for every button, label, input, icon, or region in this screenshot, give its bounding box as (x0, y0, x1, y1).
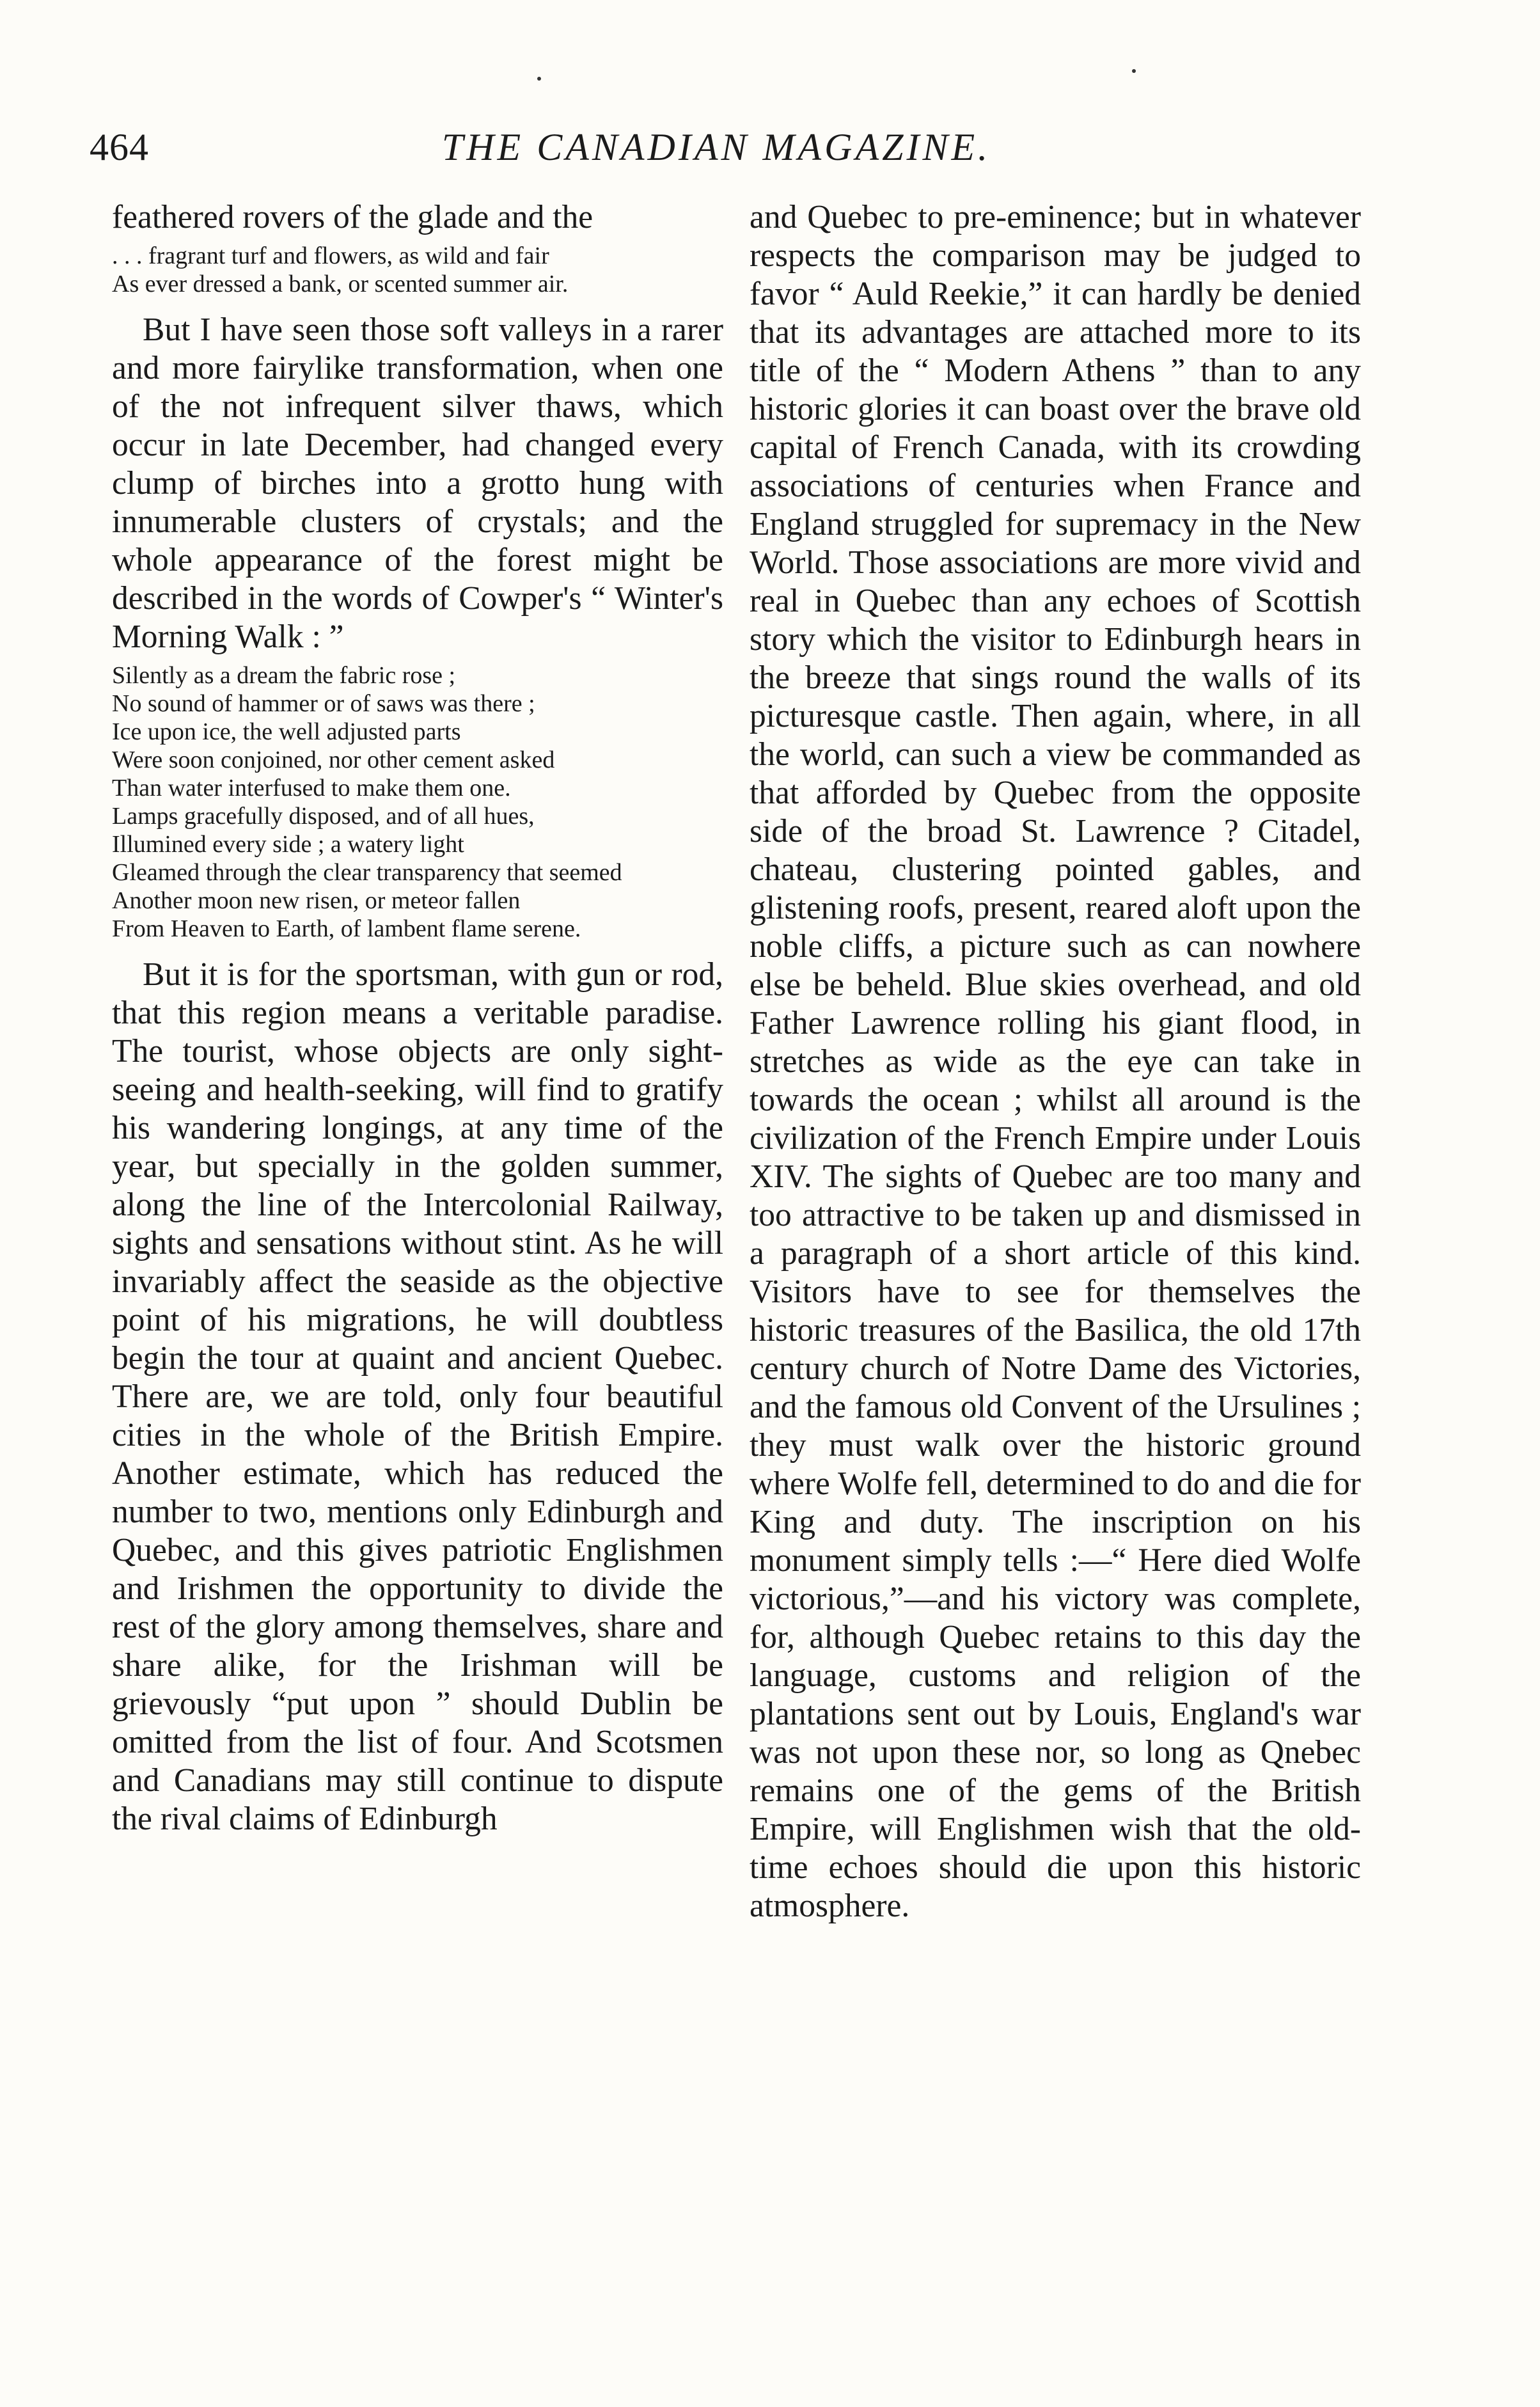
poem-line: Another moon new risen, or meteor fallen (112, 887, 521, 914)
page-header (90, 116, 1343, 187)
scan-speck (1132, 69, 1136, 73)
running-title: THE CANADIAN MAGAZINE. (441, 126, 991, 168)
paragraph: But I have seen those soft valleys in a rarer and more fairylike transformation, when one of the not infrequent silver thaws, which occur in late December, had changed every clump of birches into a grotto hung with innumerable clusters of crystals; and the whole appearance of the forest might be described in the words of Cowper's “ Winter's Morning Walk : ” (112, 312, 723, 655)
poem-line: From Heaven to Earth, of lambent flame serene. (112, 915, 581, 942)
poem-line: Illumined every side ; a watery light (112, 831, 464, 858)
paragraph: But it is for the sportsman, with gun or rod, that this region means a veritable paradise. The tourist, whose objects are only sight-seeing and health-seeking, will find to gratify his wandering longings, at any time of the year, but specially in the golden summer, along the line of the Intercolonial Railway, sights and sensations without stint. As he will invariably affect the seaside as the objective point of his migrations, he will doubtless begin the tour at quaint and ancient Quebec. There are, we are told, only four beautiful cities in the whole of the British Empire. Another estimate, which has reduced the number to two, mentions only Edinburgh and Quebec, and this gives patriotic Englishmen and Irishmen the opportunity to divide the rest of the glory among themselves, share and share alike, for the Irishman will be grievously “put upon ” should Dublin be omitted from the list of four. And Scotsmen and Canadians may still continue to dispute the rival claims of Edinburgh (112, 956, 723, 1837)
intro-line: feathered rovers of the glade and the (112, 199, 593, 235)
poem-line: . . . fragrant turf and flowers, as wild and fair (112, 242, 549, 269)
right-column (750, 198, 1361, 1925)
poem-line: Were soon conjoined, nor other cement asked (112, 746, 555, 773)
poem-line: Lamps gracefully disposed, and of all hues, (112, 803, 535, 830)
left-column (112, 198, 723, 1838)
poem-line: Silently as a dream the fabric rose ; (112, 662, 456, 689)
poem-line: Than water interfused to make them one. (112, 775, 511, 801)
poem-excerpt-1 (112, 242, 723, 298)
poem-line: As ever dressed a bank, or scented summer air. (112, 271, 569, 297)
page-number: 464 (90, 126, 149, 168)
paragraph: and Quebec to pre-eminence; but in whatever respects the comparison may be judged to favor “ Auld Reekie,” it can hardly be denied that its advantages are attached more to its title of the “ Modern Athens ” than to any historic glories it can boast over the brave old capital of French Canada, with its crowding associations of centuries when France and England struggled for supremacy in the New World. Those associations are more vivid and real in Quebec than any echoes of Scottish story which the visitor to Edinburgh hears in the breeze that sings round the walls of its picturesque castle. Then again, where, in all the world, can such a view be commanded as that afforded by Quebec from the opposite side of the broad St. Lawrence ? Citadel, chateau, clustering pointed gables, and glistening roofs, present, reared aloft upon the noble cliffs, a picture such as can nowhere else be beheld. Blue skies overhead, and old Father Lawrence rolling his giant flood, in stretches as wide as the eye can take in towards the ocean ; whilst all around is the civilization of the French Empire under Louis XIV. The sights of Quebec are too many and too attractive to be taken up and dismissed in a paragraph of a short article of this kind. Visitors have to see for themselves the historic treasures of the Basilica, the old 17th century church of Notre Dame des Victories, and the famous old Convent of the Ursulines ; they must walk over the historic ground where Wolfe fell, determined to do and die for King and duty. The inscription on his monument simply tells :—“ Here died Wolfe victorious,”—and his victory was complete, for, although Quebec retains to this day the language, customs and religion of the plantations sent out by Louis, England's war was not upon these nor, so long as Qnebec remains one of the gems of the British Empire, will Englishmen wish that the old-time echoes should die upon this historic atmosphere. (750, 199, 1361, 1924)
poem-line: Ice upon ice, the well adjusted parts (112, 718, 461, 745)
poem-excerpt-2 (112, 661, 723, 943)
scan-speck (537, 77, 541, 81)
poem-line: No sound of hammer or of saws was there ; (112, 690, 535, 717)
poem-line: Gleamed through the clear transparency that seemed (112, 859, 622, 886)
